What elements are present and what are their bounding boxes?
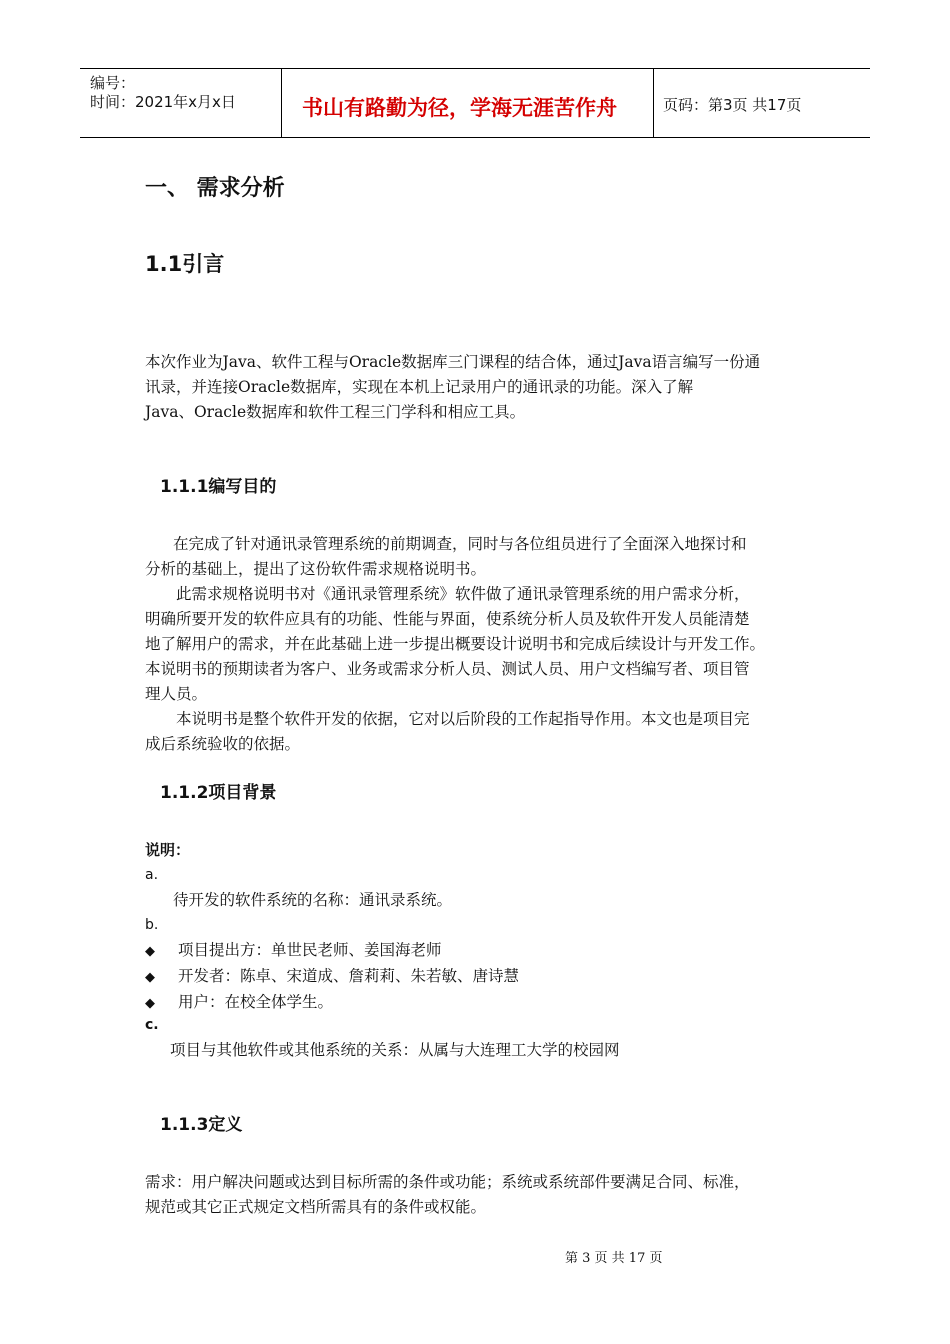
definition-line: 规范或其它正式规定文档所需具有的条件或权能。 [145,1198,487,1216]
page-info: 页码：第3页 共17页 [663,96,802,114]
diamond-bullet-icon: ◆ [145,944,155,959]
purpose-paragraph [145,532,835,757]
definition-title: 1.1.3定义 [160,1115,243,1135]
intro-line: 本次作业为Java、软件工程与Oracle数据库三门课程的结合体，通过Java语言编写一份通 [145,353,761,371]
header-motto-cell [282,69,654,137]
item-c-label: c. [145,1017,159,1033]
purpose-line: 本说明书是整个软件开发的依据，它对以后阶段的工作起指导作用。本文也是项目完 [176,710,750,728]
intro-title: 1.1引言 [145,252,225,276]
purpose-line: 分析的基础上，提出了这份软件需求规格说明书。 [145,560,487,578]
purpose-line: 本说明书的预期读者为客户、业务或需求分析人员、测试人员、用户文档编写者、项目管 [145,660,750,678]
item-b-label: b. [145,917,159,933]
motto-text: 书山有路勤为径，学海无涯苦作舟 [302,96,617,120]
bullet-text: 项目提出方：单世民老师、姜国海老师 [178,941,442,959]
intro-paragraph [145,350,825,425]
list-item [145,938,519,964]
purpose-line: 此需求规格说明书对《通讯录管理系统》软件做了通讯录管理系统的用户需求分析， [176,585,750,603]
list-item [145,990,519,1016]
purpose-line: 地了解用户的需求，并在此基础上进一步提出概要设计说明书和完成后续设计与开发工作。 [145,635,766,653]
purpose-line: 明确所要开发的软件应具有的功能、性能与界面，使系统分析人员及软件开发人员能清楚 [145,610,750,628]
intro-line: 讯录，并连接Oracle数据库，实现在本机上记录用户的通讯录的功能。深入了解 [145,378,694,396]
list-item [145,964,519,990]
bullet-list [145,938,519,1016]
purpose-line: 成后系统验收的依据。 [145,735,301,753]
intro-line: Java、Oracle数据库和软件工程三门学科和相应工具。 [145,403,526,421]
purpose-line: 理人员。 [145,685,208,703]
header-left-cell [80,69,282,137]
page-footer: 第 3 页 共 17 页 [565,1251,663,1266]
item-a-label: a. [145,867,159,883]
purpose-line: 在完成了针对通讯录管理系统的前期调查，同时与各位组员进行了全面深入地探讨和 [173,535,747,553]
definition-paragraph [145,1170,835,1220]
chapter-title: 一、 需求分析 [145,176,285,201]
definition-line: 需求：用户解决问题或达到目标所需的条件或功能；系统或系统部件要满足合同、标准， [145,1173,750,1191]
note-label: 说明： [145,841,191,859]
header-page-cell [654,69,870,137]
item-c-text: 项目与其他软件或其他系统的关系：从属与大连理工大学的校园网 [170,1041,620,1059]
bullet-text: 用户：在校全体学生。 [178,993,334,1011]
header-table [80,68,870,138]
diamond-bullet-icon: ◆ [145,996,155,1011]
number-label: 编号： [90,74,136,92]
diamond-bullet-icon: ◆ [145,970,155,985]
purpose-title: 1.1.1编写目的 [160,477,277,497]
background-title: 1.1.2项目背景 [160,783,277,803]
bullet-text: 开发者：陈卓、宋道成、詹莉莉、朱若敏、唐诗慧 [178,967,520,985]
time-label: 时间：2021年x月x日 [90,93,236,111]
item-a-text: 待开发的软件系统的名称：通讯录系统。 [173,891,453,909]
